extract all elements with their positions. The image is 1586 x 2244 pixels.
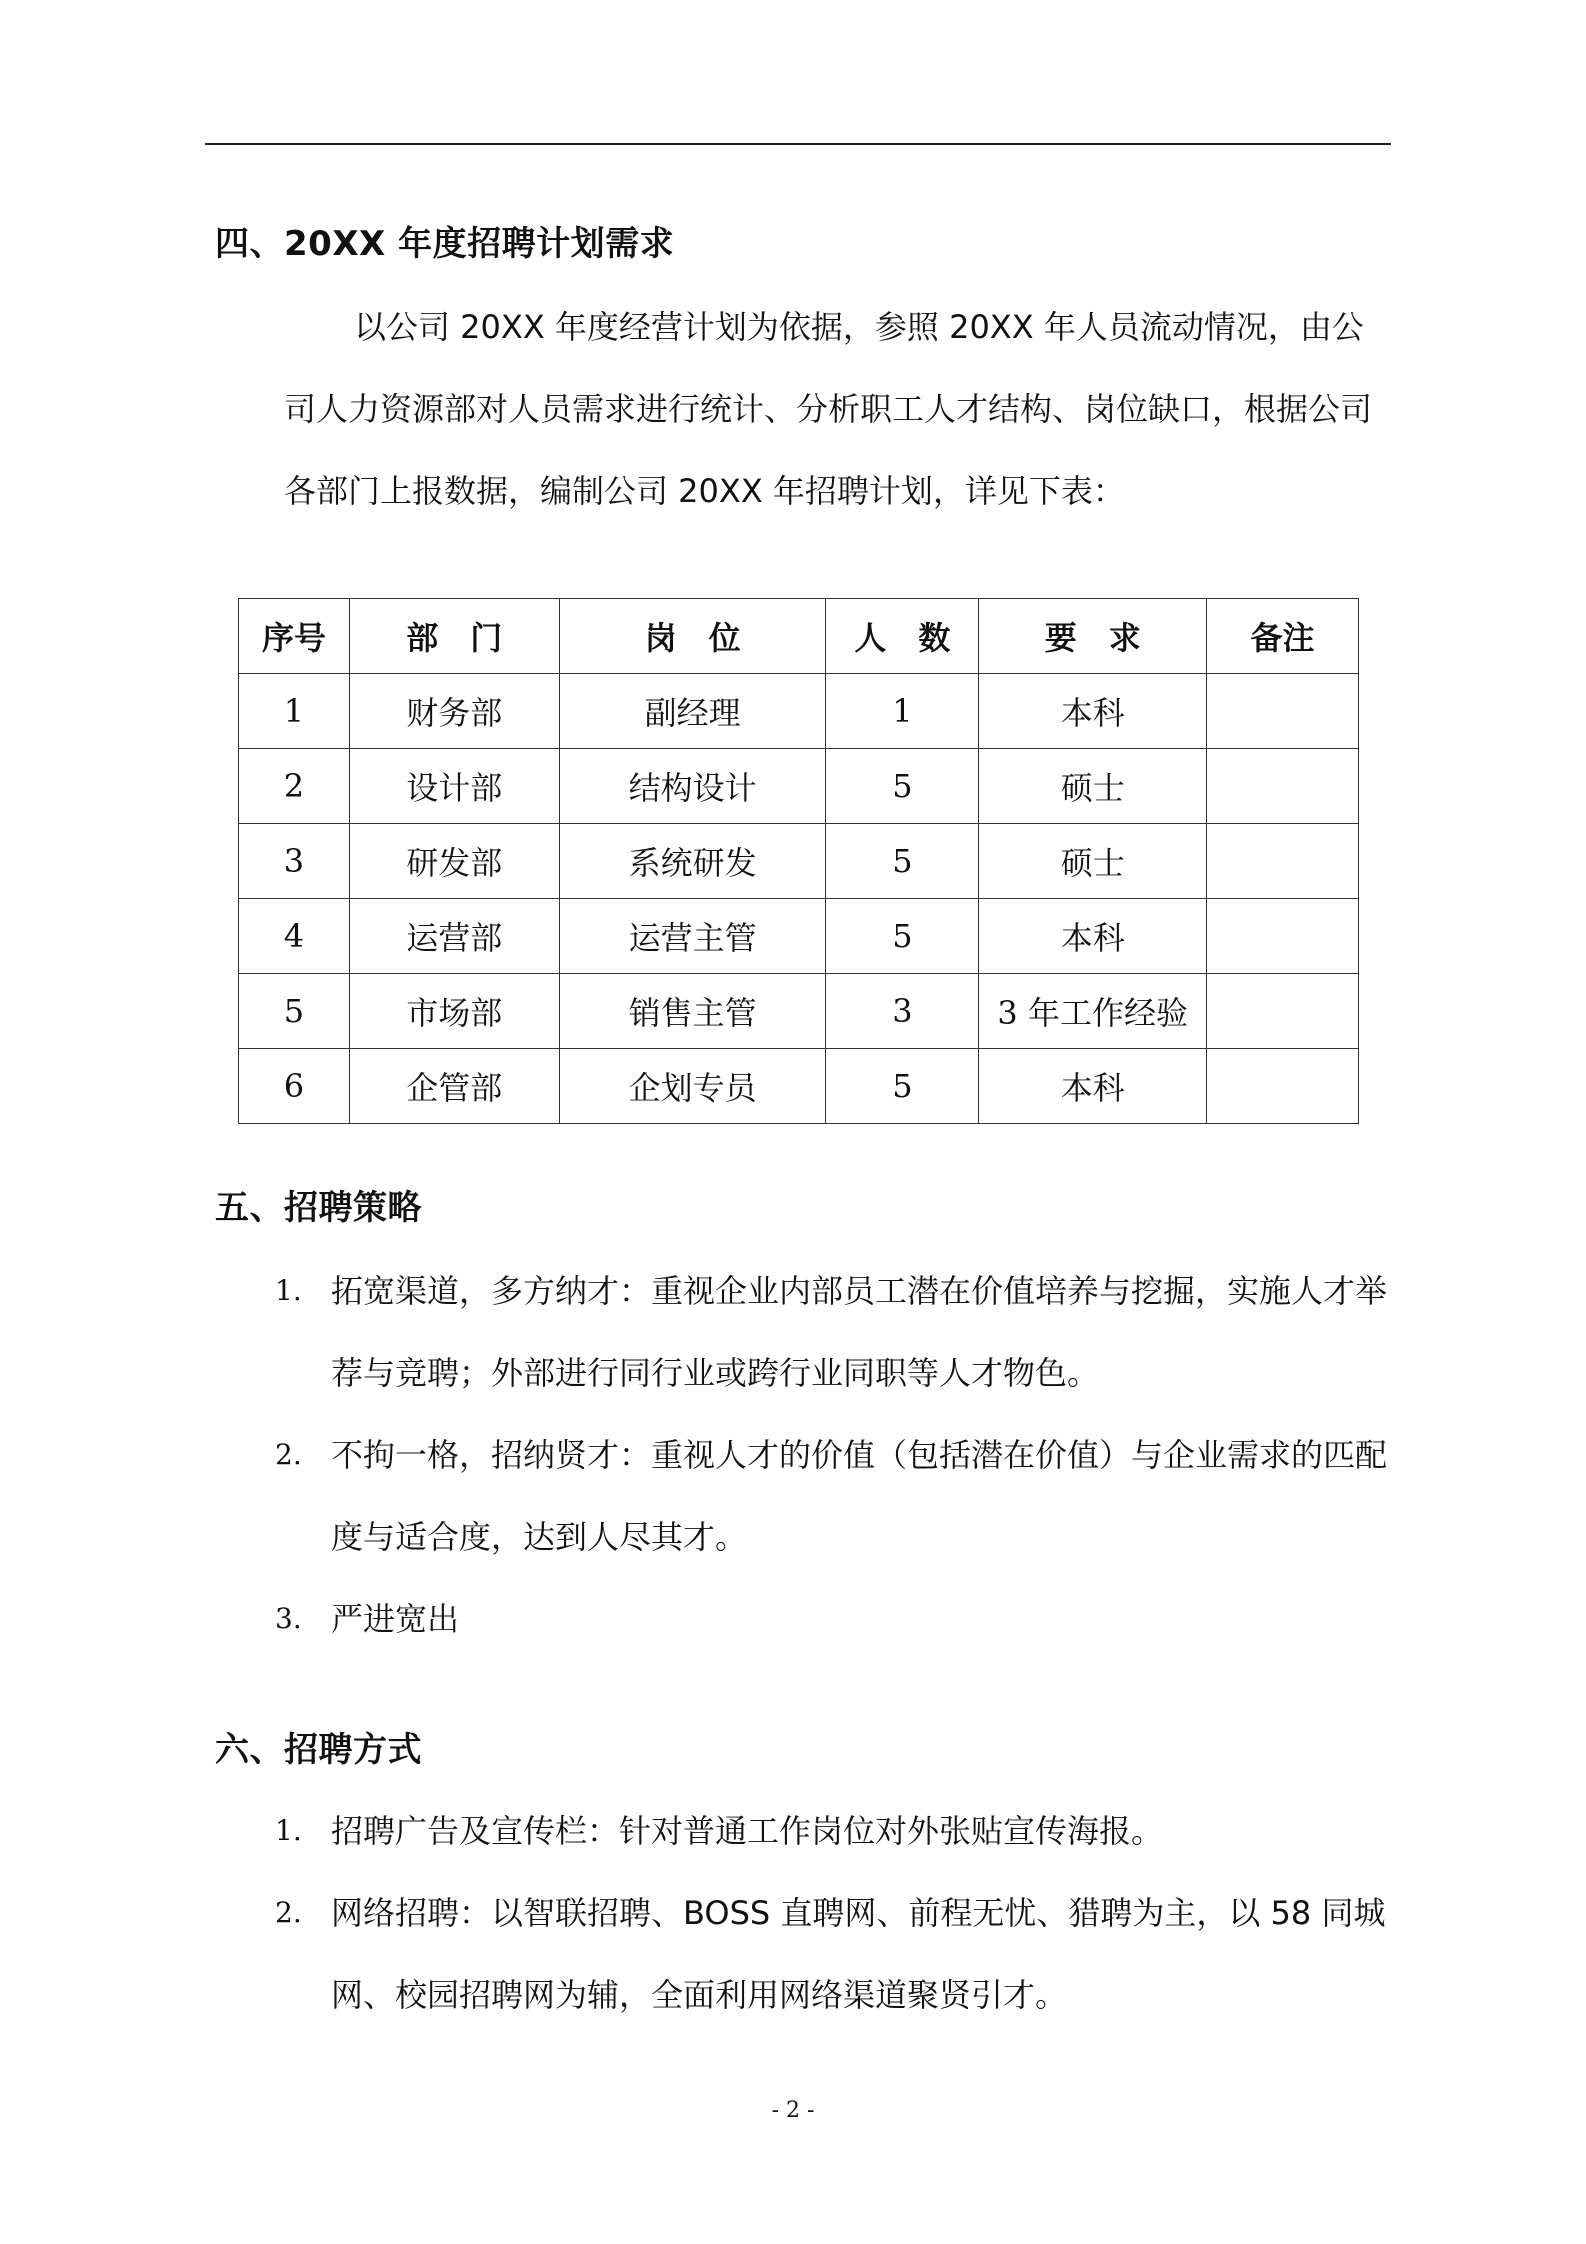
cell-requirement: 本科 bbox=[979, 899, 1207, 974]
cell-requirement: 硕士 bbox=[979, 749, 1207, 824]
list-item bbox=[275, 1250, 1395, 1414]
section4-paragraph-text: 以公司 20XX 年度经营计划为依据，参照 20XX 年人员流动情况，由公司人力资源部对人员需求进行统计、分析职工人才结构、岗位缺口，根据公司各部门上报数据，编制公司 20XX 年招聘计划，详见下表： bbox=[284, 308, 1373, 510]
cell-index: 5 bbox=[239, 974, 350, 1049]
header-requirement: 要 求 bbox=[979, 599, 1207, 674]
header-rule bbox=[205, 143, 1391, 145]
table-row bbox=[239, 749, 1359, 824]
table-row bbox=[239, 824, 1359, 899]
cell-department: 研发部 bbox=[349, 824, 559, 899]
cell-position: 企划专员 bbox=[559, 1049, 826, 1124]
cell-remark bbox=[1207, 824, 1359, 899]
cell-headcount: 5 bbox=[826, 824, 979, 899]
section5-heading: 五、招聘策略 bbox=[215, 1188, 422, 1228]
list-item-text: 不拘一格，招纳贤才：重视人才的价值（包括潜在价值）与企业需求的匹配度与适合度，达到人尽其才。 bbox=[331, 1436, 1388, 1556]
list-item bbox=[275, 1414, 1395, 1578]
table-header-row bbox=[239, 599, 1359, 674]
cell-position: 运营主管 bbox=[559, 899, 826, 974]
section4-heading: 四、20XX 年度招聘计划需求 bbox=[215, 224, 675, 264]
cell-department: 企管部 bbox=[349, 1049, 559, 1124]
table-row bbox=[239, 674, 1359, 749]
list-item-number: 3. bbox=[275, 1602, 302, 1635]
list-item-number: 1. bbox=[275, 1274, 302, 1307]
list-item-text: 严进宽出 bbox=[331, 1600, 460, 1638]
cell-requirement: 3 年工作经验 bbox=[979, 974, 1207, 1049]
header-remark: 备注 bbox=[1207, 599, 1359, 674]
cell-department: 运营部 bbox=[349, 899, 559, 974]
cell-index: 1 bbox=[239, 674, 350, 749]
cell-position: 副经理 bbox=[559, 674, 826, 749]
table-row bbox=[239, 974, 1359, 1049]
list-item-text: 招聘广告及宣传栏：针对普通工作岗位对外张贴宣传海报。 bbox=[331, 1812, 1164, 1850]
method-list bbox=[275, 1790, 1395, 2036]
list-item bbox=[275, 1872, 1395, 2036]
cell-remark bbox=[1207, 674, 1359, 749]
header-headcount: 人 数 bbox=[826, 599, 979, 674]
list-item-text: 拓宽渠道，多方纳才：重视企业内部员工潜在价值培养与挖掘，实施人才举荐与竞聘；外部进行同行业或跨行业同职等人才物色。 bbox=[331, 1272, 1388, 1392]
list-item-number: 2. bbox=[275, 1438, 302, 1471]
list-item bbox=[275, 1790, 1395, 1872]
cell-position: 系统研发 bbox=[559, 824, 826, 899]
list-item bbox=[275, 1578, 1395, 1660]
list-item-number: 1. bbox=[275, 1814, 302, 1847]
cell-department: 财务部 bbox=[349, 674, 559, 749]
strategy-list bbox=[275, 1250, 1395, 1660]
section4-paragraph bbox=[284, 286, 1394, 532]
section6-heading: 六、招聘方式 bbox=[215, 1730, 422, 1770]
cell-position: 销售主管 bbox=[559, 974, 826, 1049]
header-index: 序号 bbox=[239, 599, 350, 674]
header-position: 岗 位 bbox=[559, 599, 826, 674]
cell-remark bbox=[1207, 899, 1359, 974]
cell-headcount: 3 bbox=[826, 974, 979, 1049]
list-item-text: 网络招聘：以智联招聘、BOSS 直聘网、前程无忧、猎聘为主，以 58 同城网、校园招聘网为辅，全面利用网络渠道聚贤引才。 bbox=[331, 1894, 1386, 2014]
table-row bbox=[239, 899, 1359, 974]
cell-department: 设计部 bbox=[349, 749, 559, 824]
cell-headcount: 5 bbox=[826, 1049, 979, 1124]
header-department: 部 门 bbox=[349, 599, 559, 674]
cell-requirement: 本科 bbox=[979, 1049, 1207, 1124]
cell-index: 3 bbox=[239, 824, 350, 899]
cell-index: 4 bbox=[239, 899, 350, 974]
table-row bbox=[239, 1049, 1359, 1124]
page-number: - 2 - bbox=[771, 2098, 815, 2123]
cell-headcount: 5 bbox=[826, 899, 979, 974]
cell-headcount: 5 bbox=[826, 749, 979, 824]
cell-index: 6 bbox=[239, 1049, 350, 1124]
cell-remark bbox=[1207, 974, 1359, 1049]
list-item-number: 2. bbox=[275, 1896, 302, 1929]
cell-remark bbox=[1207, 1049, 1359, 1124]
cell-position: 结构设计 bbox=[559, 749, 826, 824]
recruitment-plan-table bbox=[238, 598, 1359, 1124]
cell-department: 市场部 bbox=[349, 974, 559, 1049]
cell-remark bbox=[1207, 749, 1359, 824]
cell-requirement: 硕士 bbox=[979, 824, 1207, 899]
cell-headcount: 1 bbox=[826, 674, 979, 749]
cell-index: 2 bbox=[239, 749, 350, 824]
cell-requirement: 本科 bbox=[979, 674, 1207, 749]
